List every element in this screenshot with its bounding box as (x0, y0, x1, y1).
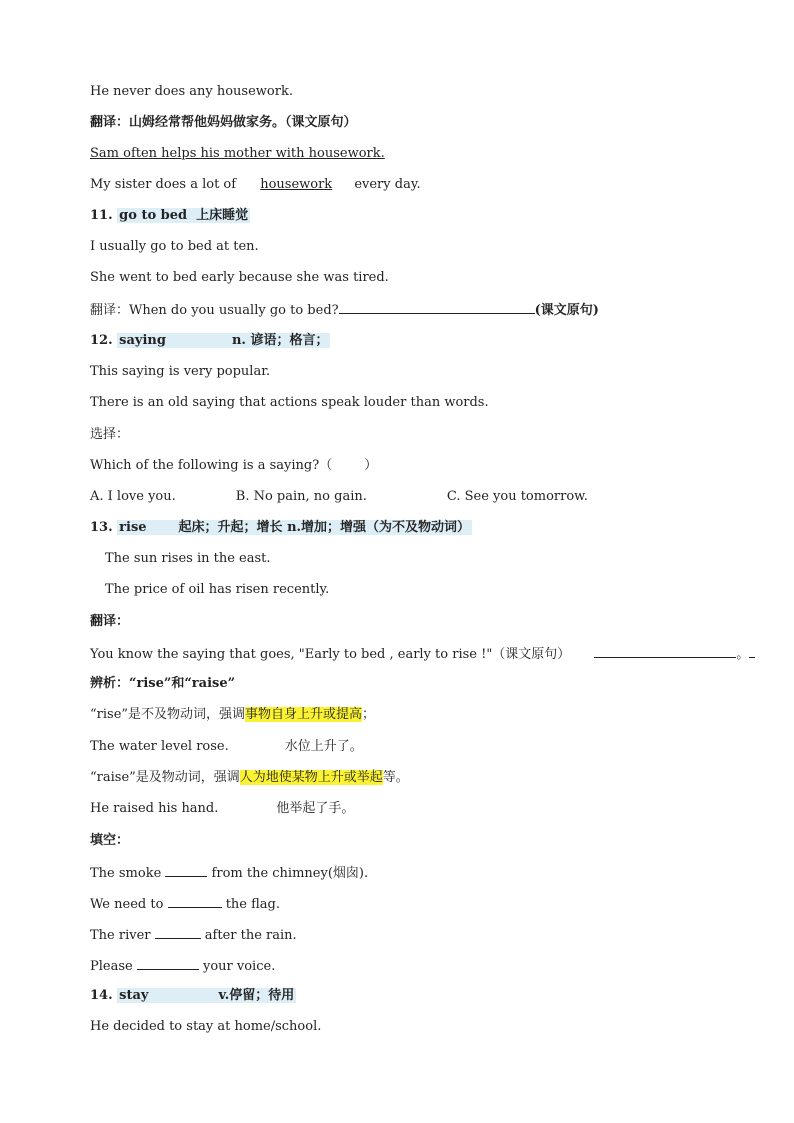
fill-sentence: We need to the flag. (90, 897, 280, 912)
item-number: 14. (90, 988, 113, 1003)
text-segment: 翻译：When do you usually go to bed? (90, 303, 339, 318)
fill-sentence: The smoke from the chimney(烟囱). (90, 866, 369, 881)
choice-options (90, 489, 588, 505)
item-number: 11. (90, 208, 113, 223)
exercise-label: 选择： (90, 427, 130, 442)
usage-note-raise: “raise”是及物动词，强调人为地使某物上升或举起等。 (90, 770, 409, 785)
example-sentence: There is an old saying that actions speak louder than words. (90, 395, 489, 410)
example-pair (90, 801, 354, 817)
vocab-heading-14 (90, 988, 296, 1004)
example-en: He raised his hand. (90, 801, 219, 816)
answer-blank[interactable] (137, 957, 199, 970)
option-c[interactable]: C. See you tomorrow. (446, 489, 588, 504)
example-sentence: I usually go to bed at ten. (90, 239, 259, 254)
item-number: 13. (90, 520, 113, 535)
fill-sentence: The river after the rain. (90, 928, 297, 943)
usage-note-rise: “rise”是不及物动词，强调事物自身上升或提高； (90, 707, 376, 722)
translation-answer: Sam often helps his mother with housework. (90, 146, 385, 161)
vocab-term: rise 起床；升起；增长 n.增加；增强（为不及物动词） (119, 520, 471, 535)
translation-prompt: 翻译：山姆经常帮他妈妈做家务。（课文原句） (90, 115, 357, 130)
question-bracket: ） (364, 458, 378, 473)
example-sentence: He decided to stay at home/school. (90, 1019, 322, 1034)
fill-sentence: Please your voice. (90, 959, 276, 974)
example-sentence: He never does any housework. (90, 84, 293, 99)
vocab-heading-11 (90, 208, 250, 224)
example-en: The water level rose. (90, 739, 229, 754)
text-segment: every day. (354, 177, 421, 192)
question-text: Which of the following is a saying?（ (90, 458, 333, 473)
option-a[interactable]: A. I love you. (90, 489, 176, 504)
highlighted-phrase: 事物自身上升或提高 (245, 707, 363, 722)
fill-sentence (90, 177, 421, 193)
example-sentence: This saying is very popular. (90, 364, 271, 379)
example-sentence: The sun rises in the east. (105, 551, 271, 566)
vocab-heading-12 (90, 333, 330, 349)
option-b[interactable]: B. No pain, no gain. (235, 489, 367, 504)
example-sentence: The price of oil has risen recently. (105, 582, 330, 597)
example-zh: 水位上升了。 (284, 739, 363, 754)
highlighted-phrase: 人为地使某物上升或举起 (239, 770, 383, 785)
vocab-term: saying n. 谚语；格言； (119, 333, 329, 348)
answer-blank[interactable] (339, 301, 535, 314)
vocab-term: go to bed 上床睡觉 (119, 208, 249, 223)
example-zh: 他举起了手。 (276, 801, 355, 816)
answer-blank: housework (260, 177, 333, 192)
translation-prompt (90, 645, 755, 663)
translation-label: 翻译： (90, 614, 130, 629)
answer-blank[interactable] (594, 645, 736, 658)
answer-blank[interactable] (165, 864, 207, 877)
period: 。 (736, 647, 750, 662)
example-pair (90, 739, 363, 755)
text-segment: My sister does a lot of (90, 177, 237, 192)
vocab-heading-13 (90, 520, 472, 536)
choice-question (90, 458, 377, 474)
example-sentence: She went to bed early because she was tired. (90, 270, 389, 285)
item-number: 12. (90, 333, 113, 348)
answer-blank[interactable] (168, 895, 222, 908)
vocab-term: stay v.停留；待用 (119, 988, 295, 1003)
answer-blank[interactable] (155, 926, 201, 939)
distinction-heading: 辨析：“rise”和“raise” (90, 676, 236, 691)
source-note: (课文原句) (534, 303, 599, 318)
translation-prompt (90, 301, 599, 319)
fill-label: 填空： (90, 833, 130, 848)
question-text: You know the saying that goes, "Early to bed , early to rise !"（课文原句） (90, 647, 571, 662)
